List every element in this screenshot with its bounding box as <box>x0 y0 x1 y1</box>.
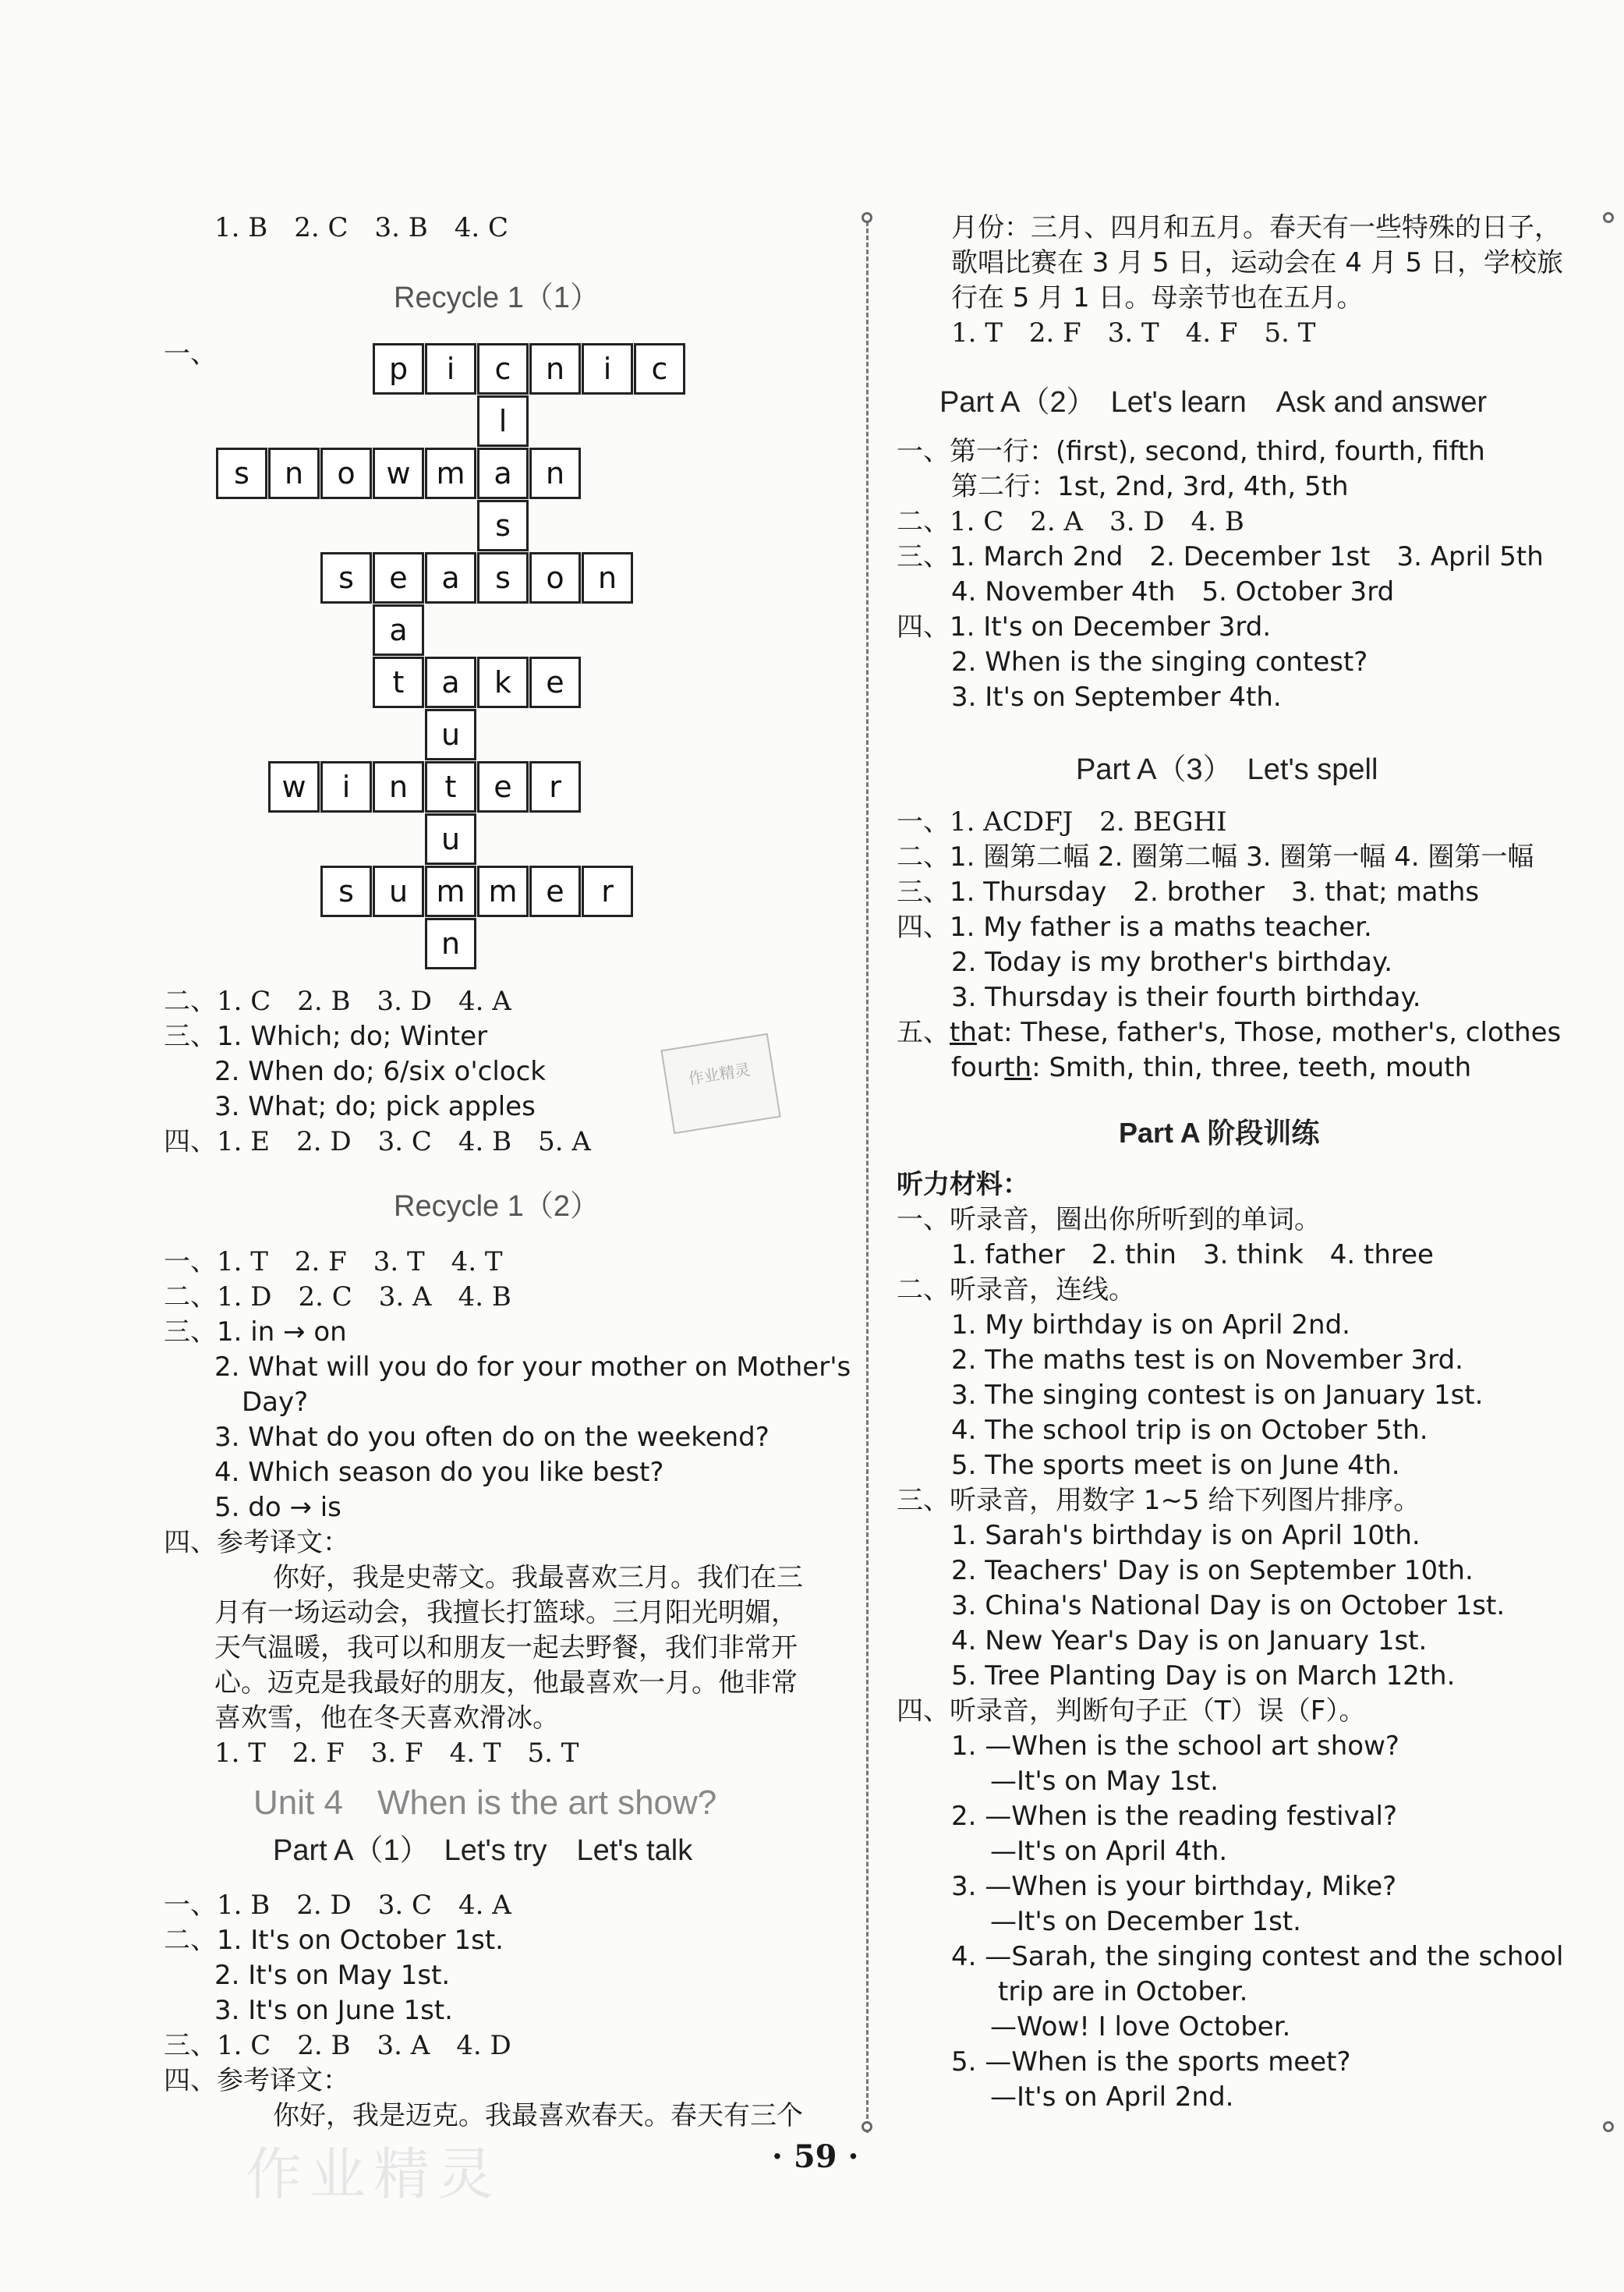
crossword-cell: e <box>529 866 581 917</box>
train-s4-2b: —It's on April 4th. <box>990 1836 1228 1867</box>
trans-cont-2: 歌唱比赛在 3 月 5 日，运动会在 4 月 5 日，学校旅 <box>951 247 1563 278</box>
train-s4-3a: 3. —When is your birthday, Mike? <box>951 1871 1397 1902</box>
crossword-cell: a <box>373 604 424 656</box>
pa3-q4-3: 3. Thursday is their fourth birthday. <box>951 982 1421 1013</box>
pa2-q3-2: 4. November 4th 5. October 3rd <box>951 576 1395 608</box>
crossword-cell: e <box>477 761 529 813</box>
r1-q3-2: 2. When do; 6/six o'clock <box>214 1056 546 1087</box>
r1-q3-1: 三、1. Which; do; Winter <box>164 1021 488 1052</box>
r2-trans-3: 天气温暖，我可以和朋友一起去野餐，我们非常开 <box>214 1632 798 1663</box>
pa3-q5-rest1: : These, father's, Those, mother's, clothes <box>1003 1017 1562 1048</box>
crossword-cell: o <box>529 552 581 604</box>
r2-q4-label: 四、参考译文： <box>164 1527 349 1558</box>
r2-trans-1: 你好，我是史蒂文。我最喜欢三月。我们在三 <box>273 1562 803 1593</box>
train-s1-a: 1. father 2. thin 3. think 4. three <box>951 1239 1434 1270</box>
pa3-q5-prefix: 五、 <box>897 1017 950 1048</box>
train-s4-4a: 4. —Sarah, the singing contest and the school <box>951 1941 1564 1972</box>
pa3-q5-rest2: : Smith, thin, three, teeth, mouth <box>1031 1052 1472 1083</box>
pa3-q3: 三、1. Thursday 2. brother 3. that; maths <box>897 877 1480 908</box>
crossword-cell: w <box>373 448 424 499</box>
pa2-q3-1: 三、1. March 2nd 2. December 1st 3. April 5th <box>897 541 1544 572</box>
train-s2-3: 3. The singing contest is on January 1st. <box>951 1380 1484 1411</box>
train-s1: 一、听录音，圈出你所听到的单词。 <box>897 1204 1321 1235</box>
crossword-cell: m <box>477 866 529 917</box>
crossword-cell: i <box>320 761 372 813</box>
crossword-cell: t <box>425 761 476 813</box>
train-s2-1: 1. My birthday is on April 2nd. <box>951 1309 1350 1341</box>
crossword-cell: i <box>425 343 476 395</box>
train-s4-2a: 2. —When is the reading festival? <box>951 1801 1398 1832</box>
r1-q2: 二、1. C 2. B 3. D 4. A <box>164 986 511 1017</box>
train-s2: 二、听录音，连线。 <box>897 1274 1135 1305</box>
unit4-heading: Unit 4 When is the art show? <box>253 1784 717 1822</box>
pa2-q4-2: 2. When is the singing contest? <box>951 647 1368 678</box>
crossword-cell: n <box>529 343 581 395</box>
recycle1-1-heading: Recycle 1（1） <box>394 282 600 314</box>
u4-q1: 一、1. B 2. D 3. C 4. A <box>164 1890 511 1921</box>
crossword-cell: e <box>373 552 424 604</box>
r2-trans-2: 月有一场运动会，我擅长打篮球。三月阳光明媚， <box>214 1597 798 1628</box>
r2-q3-2b: Day? <box>242 1387 309 1418</box>
pa2-q1-1: 一、第一行：(first), second, third, fourth, fifth <box>897 436 1485 467</box>
crossword-cell: l <box>477 395 529 447</box>
partA-train-heading: Part A 阶段训练 <box>1119 1117 1320 1149</box>
crossword-cell: u <box>425 709 476 760</box>
column-divider <box>866 214 869 2133</box>
recycle1-2-heading: Recycle 1（2） <box>394 1190 600 1223</box>
train-s4: 四、听录音，判断句子正（T）误（F）。 <box>897 1695 1366 1727</box>
crossword-cell: a <box>425 552 476 604</box>
crossword-cell: a <box>425 657 476 708</box>
pa2-q1-2: 第二行：1st, 2nd, 3rd, 4th, 5th <box>951 471 1349 502</box>
watermark: 作业精灵 <box>246 2141 502 2207</box>
pa2-q4-1: 四、1. It's on December 3rd. <box>897 611 1272 643</box>
crossword-cell: m <box>425 448 476 499</box>
crossword-cell: n <box>268 448 320 499</box>
partA3-heading: Part A（3） Let's spell <box>1076 753 1378 786</box>
underline-th2: th <box>1004 1052 1032 1083</box>
r2-q1: 一、1. T 2. F 3. T 4. T <box>164 1246 503 1277</box>
crossword-cell: a <box>477 448 529 499</box>
crossword-cell: i <box>582 343 633 395</box>
r2-q3-4: 4. Which season do you like best? <box>214 1457 664 1488</box>
crossword-cell: r <box>582 866 633 917</box>
crossword-cell: s <box>320 552 372 604</box>
train-label: 听力材料： <box>897 1169 1029 1200</box>
train-s3-1: 1. Sarah's birthday is on April 10th. <box>951 1520 1421 1551</box>
trans-cont-1: 月份：三月、四月和五月。春天有一些特殊的日子， <box>951 212 1561 243</box>
pa3-q4-2: 2. Today is my brother's birthday. <box>951 947 1393 978</box>
train-s4-3b: —It's on December 1st. <box>990 1906 1301 1937</box>
train-s4-5b: —It's on April 2nd. <box>990 2081 1234 2113</box>
r2-q3-1: 三、1. in → on <box>164 1316 347 1348</box>
train-s4-5a: 5. —When is the sports meet? <box>951 2046 1351 2078</box>
crossword-cell: e <box>529 657 581 708</box>
u4-q2-2: 2. It's on May 1st. <box>214 1960 451 1991</box>
crossword-mark: 一、 <box>164 338 217 370</box>
pa3-q4-1: 四、1. My father is a maths teacher. <box>897 912 1372 943</box>
trans-cont-3: 行在 5 月 1 日。母亲节也在五月。 <box>951 282 1364 314</box>
train-s4-1a: 1. —When is the school art show? <box>951 1731 1399 1762</box>
r2-trans-5: 喜欢雪，他在冬天喜欢滑冰。 <box>214 1702 559 1734</box>
u4-q3: 三、1. C 2. B 3. A 4. D <box>164 2030 511 2061</box>
crossword-cell: w <box>268 761 320 813</box>
train-s4-4b: trip are in October. <box>998 1976 1248 2007</box>
r2-q3-2a: 2. What will you do for your mother on Mother's <box>214 1351 851 1383</box>
crossword-cell: k <box>477 657 529 708</box>
edge-dot-bottom <box>1603 2121 1614 2132</box>
r2-answers: 1. T 2. F 3. F 4. T 5. T <box>214 1738 579 1769</box>
r1-q4: 四、1. E 2. D 3. C 4. B 5. A <box>164 1126 591 1157</box>
pa2-q4-3: 3. It's on September 4th. <box>951 682 1282 713</box>
crossword-cell: s <box>477 552 529 604</box>
crossword-cell: o <box>320 448 372 499</box>
stamp-image <box>660 1033 780 1134</box>
train-s3-3: 3. China's National Day is on October 1st. <box>951 1590 1505 1621</box>
r2-trans-4: 心。迈克是我最好的朋友，他最喜欢一月。他非常 <box>214 1667 798 1699</box>
divider-dot-bottom <box>862 2121 872 2132</box>
crossword-cell: m <box>425 866 476 917</box>
r2-q3-3: 3. What do you often do on the weekend? <box>214 1422 770 1453</box>
crossword-cell: n <box>373 761 424 813</box>
u4-q2-3: 3. It's on June 1st. <box>214 1995 453 2026</box>
pa3-q2: 二、1. 圈第二幅 2. 圈第二幅 3. 圈第一幅 4. 圈第一幅 <box>897 841 1534 873</box>
crossword-cell: n <box>582 552 633 604</box>
train-s2-5: 5. The sports meet is on June 4th. <box>951 1450 1400 1481</box>
r2-q3-5: 5. do → is <box>214 1492 341 1523</box>
crossword-cell: s <box>320 866 372 917</box>
divider-dot-top <box>862 212 872 223</box>
top-answer: 1. B 2. C 3. B 4. C <box>214 212 508 243</box>
r1-q3-3: 3. What; do; pick apples <box>214 1091 536 1122</box>
trans-answers: 1. T 2. F 3. T 4. F 5. T <box>951 317 1316 349</box>
train-s3-4: 4. New Year's Day is on January 1st. <box>951 1625 1428 1656</box>
crossword-cell: c <box>634 343 685 395</box>
crossword-cell: s <box>477 500 529 551</box>
u4-trans-1: 你好，我是迈克。我最喜欢春天。春天有三个 <box>273 2100 803 2131</box>
pa2-q2: 二、1. C 2. A 3. D 4. B <box>897 506 1244 537</box>
crossword-cell: r <box>529 761 581 813</box>
crossword-cell: s <box>216 448 267 499</box>
train-s2-4: 4. The school trip is on October 5th. <box>951 1415 1428 1446</box>
train-s4-1b: —It's on May 1st. <box>990 1766 1219 1797</box>
word-four: four <box>951 1052 1005 1083</box>
edge-dot-top <box>1603 212 1614 223</box>
train-s3-5: 5. Tree Planting Day is on March 12th. <box>951 1660 1456 1692</box>
underline-th: th <box>950 1017 977 1048</box>
train-s3-2: 2. Teachers' Day is on September 10th. <box>951 1555 1474 1586</box>
crossword-cell: c <box>477 343 529 395</box>
u4-q2-1: 二、1. It's on October 1st. <box>164 1925 504 1956</box>
pa3-q5-1 <box>897 1015 1561 1050</box>
train-s4-4c: —Wow! I love October. <box>990 2011 1291 2042</box>
crossword-cell: u <box>373 866 424 917</box>
crossword-cell: p <box>373 343 424 395</box>
pa3-q5-2 <box>951 1050 1471 1085</box>
word-at: at <box>976 1017 1004 1048</box>
page-number: · 59 · <box>772 2138 859 2175</box>
crossword-cell: u <box>425 813 476 865</box>
partA2-heading: Part A（2） Let's learn Ask and answer <box>939 386 1488 419</box>
r2-q2: 二、1. D 2. C 3. A 4. B <box>164 1281 511 1312</box>
u4-q4-label: 四、参考译文： <box>164 2065 349 2096</box>
stamp-text: 作业精灵 <box>687 1060 752 1089</box>
train-s3: 三、听录音，用数字 1~5 给下列图片排序。 <box>897 1485 1421 1516</box>
crossword-cell: n <box>529 448 581 499</box>
unit4-sub: Part A（1） Let's try Let's talk <box>273 1834 693 1867</box>
train-s2-2: 2. The maths test is on November 3rd. <box>951 1344 1463 1376</box>
pa3-q1: 一、1. ACDFJ 2. BEGHI <box>897 806 1227 838</box>
crossword-cell: t <box>373 657 424 708</box>
crossword-cell: n <box>425 918 476 969</box>
